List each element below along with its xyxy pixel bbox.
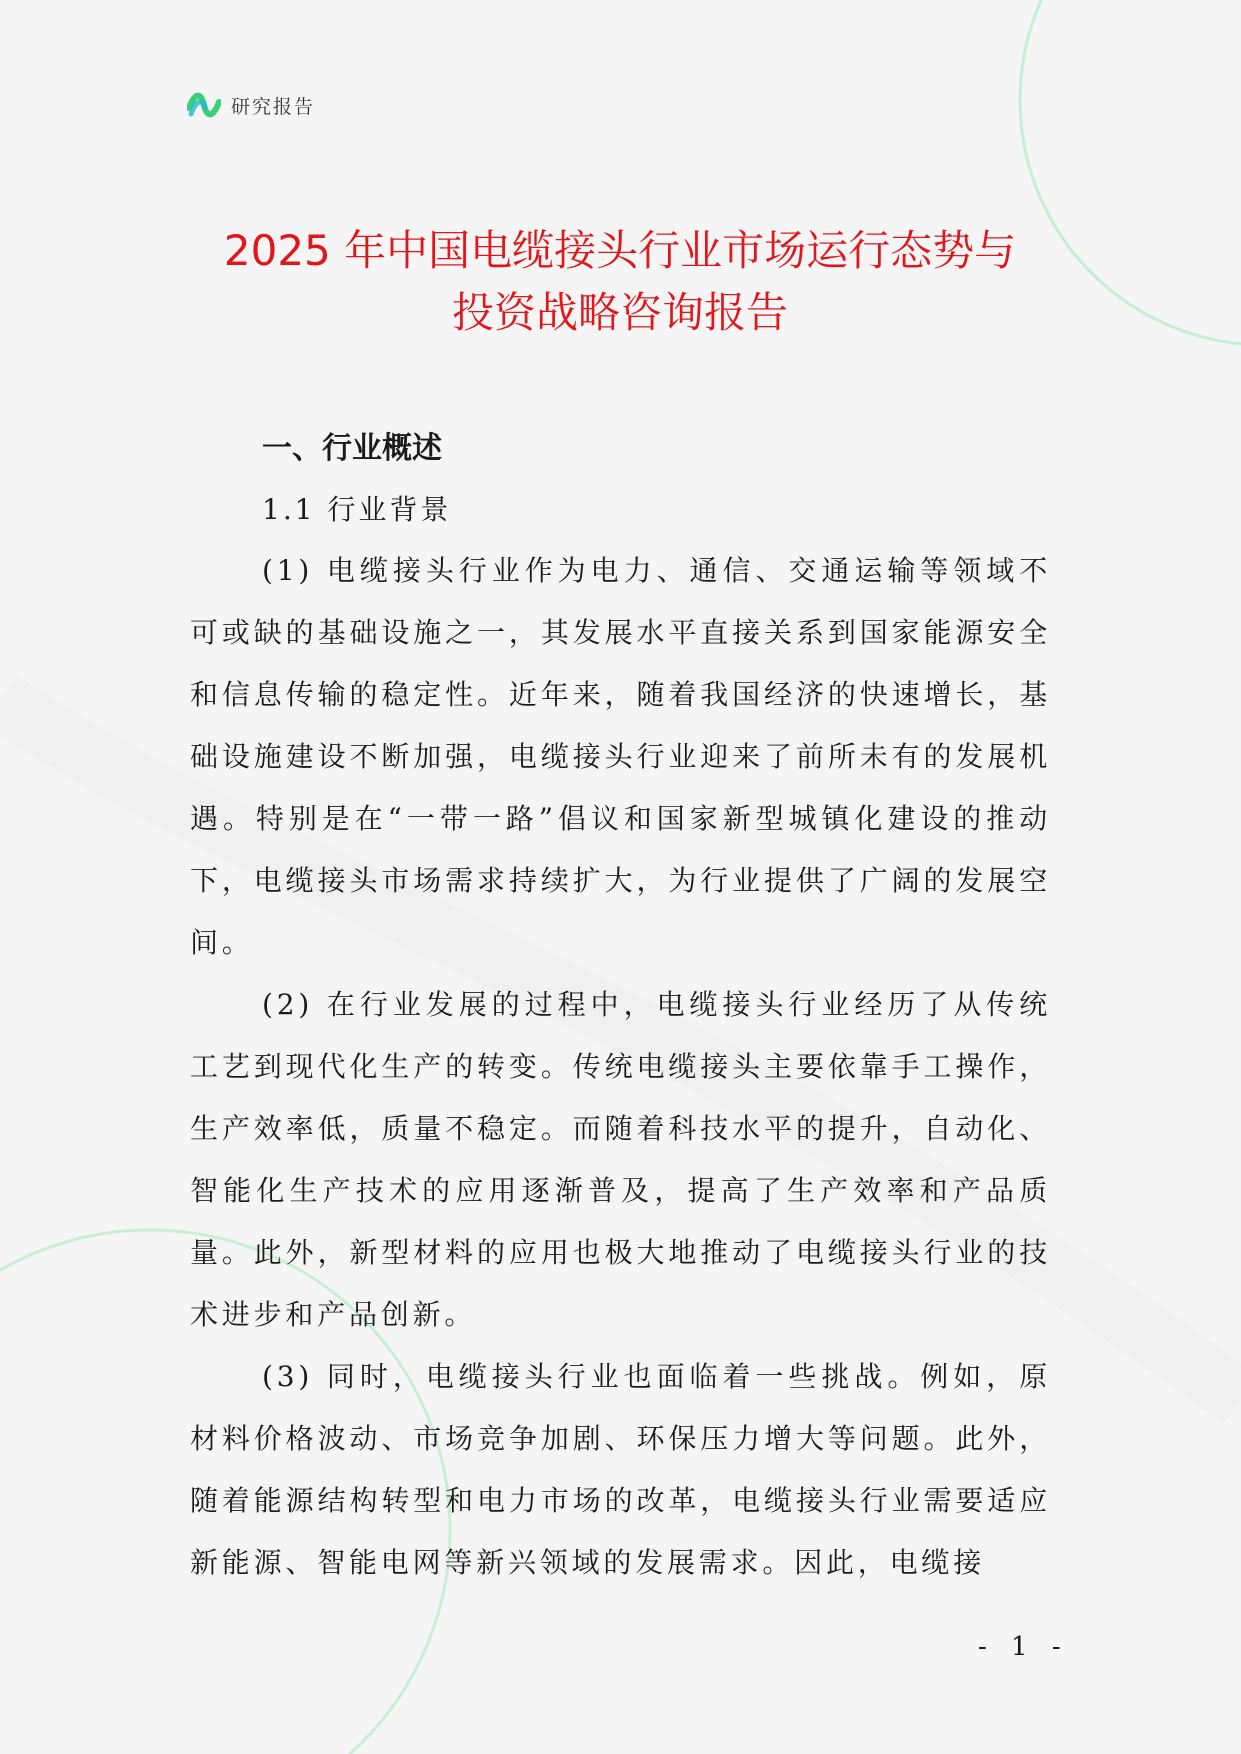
paragraph-2: (2) 在行业发展的过程中，电缆接头行业经历了从传统工艺到现代化生产的转变。传统电缆接头主要依靠手工操作，生产效率低，质量不稳定。而随着科技水平的提升，自动化、智能化生产技术的应用逐渐普及，提高了生产效率和产品质量。此外，新型材料的应用也极大地推动了电缆接头行业的技术进步和产品创新。 — [190, 988, 1051, 1331]
section-heading: 一、行业概述 — [262, 431, 442, 466]
brand-label: 研究报告 — [231, 95, 316, 118]
report-title — [150, 220, 1090, 344]
title-line-1: 2025 年中国电缆接头行业市场运行态势与 — [223, 226, 1017, 275]
paragraph-1: (1) 电缆接头行业作为电力、通信、交通运输等领域不可或缺的基础设施之一，其发展水平直接关系到国家能源安全和信息传输的稳定性。近年来，随着我国经济的快速增长，基础设施建设不断加强，电缆接头行业迎来了前所未有的发展机遇。特别是在“一带一路”倡议和国家新型城镇化建设的推动下，电缆接头市场需求持续扩大，为行业提供了广阔的发展空间。 — [190, 554, 1051, 959]
title-line-2: 投资战略咨询报告 — [451, 288, 788, 337]
paragraph-3: (3) 同时，电缆接头行业也面临着一些挑战。例如，原材料价格波动、市场竞争加剧、环保压力增大等问题。此外，随着能源结构转型和电力市场的改革，电缆接头行业需要适应新能源、智能电网等新兴领域的发展需求。因此，电缆接 — [190, 1360, 1051, 1579]
report-body — [190, 418, 1051, 1594]
brand-logo-icon — [187, 88, 221, 122]
page-number: - 1 - — [978, 1632, 1069, 1662]
report-header — [187, 88, 315, 122]
subsection-heading: 1.1 行业背景 — [262, 493, 452, 526]
